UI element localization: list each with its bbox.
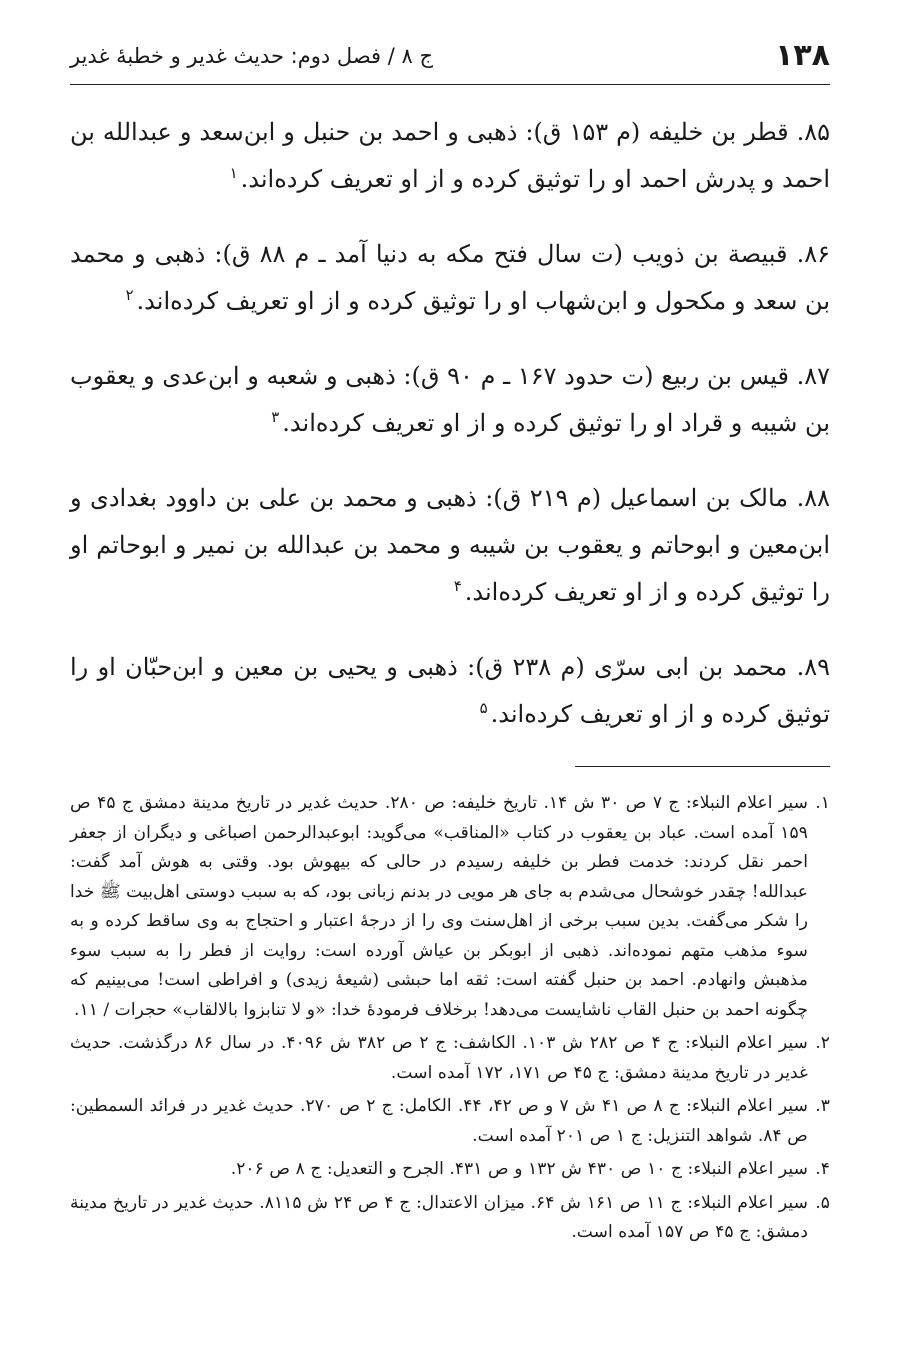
- entry-text: ۸۹. محمد بن ابی سرّی (م ۲۳۸ ق): ذهبی و یحیی بن معین و ابن‌حبّان او را توثیق کرده و از او تعریف کرده‌اند.: [70, 653, 830, 728]
- footnote-number: ۱.: [815, 793, 830, 813]
- footnote-5: [70, 1189, 830, 1248]
- entry-text: ۸۵. قطر بن خلیفه (م ۱۵۳ ق): ذهبی و احمد بن حنبل و ابن‌سعد و عبدالله بن احمد و پدرش احمد او را توثیق کرده و از او تعریف کرده‌اند.: [70, 118, 830, 193]
- narrator-entries: [70, 109, 830, 738]
- footnotes: [70, 789, 830, 1248]
- entry-85: [70, 109, 830, 203]
- footnote-number: ۳.: [815, 1096, 830, 1116]
- footnote-2: [70, 1029, 830, 1088]
- footnote-1: [70, 789, 830, 1025]
- book-page: [70, 30, 830, 1350]
- footnote-text: سیر اعلام النبلاء: ج ۸ ص ۴۱ ش ۷ و ص ۴۲، ۴۴. الکامل: ج ۲ ص ۲۷۰. حدیث غدیر در فرائد السمطین: ص ۸۴. شواهد التنزیل: ج ۱ ص ۲۰۱ آمده است.: [70, 1096, 808, 1146]
- page-number: ۱۳۸: [775, 38, 830, 73]
- footnote-number: ۵.: [815, 1192, 830, 1213]
- footnote-text: سیر اعلام النبلاء: ج ۱۰ ص ۴۳۰ ش ۱۳۲ و ص ۴۳۱. الجرح و التعدیل: ج ۸ ص ۲۰۶.: [230, 1159, 808, 1179]
- page-header: [70, 30, 830, 85]
- entry-87: [70, 353, 830, 447]
- entry-89: [70, 644, 830, 738]
- footnote-ref[interactable]: ۲: [125, 286, 134, 304]
- footnote-ref[interactable]: ۴: [453, 577, 462, 595]
- footnote-divider: [575, 766, 830, 767]
- footnote-text: سیر اعلام النبلاء: ج ۴ ص ۲۸۲ ش ۱۰۳. الکاشف: ج ۲ ص ۳۸۲ ش ۴۰۹۶. در سال ۸۶ درگذشت. حدیث غدیر در تاریخ مدینة دمشق: ج ۴۵ ص ۱۷۱، ۱۷۲ آمده است.: [70, 1033, 808, 1083]
- footnote-number: ۲.: [815, 1033, 830, 1053]
- entry-text: ۸۷. قیس بن ربیع (ت حدود ۱۶۷ ـ م ۹۰ ق): ذهبی و شعبه و ابن‌عدی و یعقوب بن شیبه و قراد او را توثیق کرده و از او تعریف کرده‌اند.: [70, 362, 831, 437]
- footnote-text: سیر اعلام النبلاء: ج ۱۱ ص ۱۶۱ ش ۶۴. میزان الاعتدال: ج ۴ ص ۲۴ ش ۸۱۱۵. حدیث غدیر در تاریخ مدینة دمشق: ج ۴۵ ص ۱۵۷ آمده است.: [70, 1192, 808, 1242]
- entry-text: ۸۸. مالک بن اسماعیل (م ۲۱۹ ق): ذهبی و محمد بن علی بن داوود بغدادی و ابن‌معین و ابوحاتم و یعقوب بن شیبه و محمد بن عبدالله بن نمیر و ابوحاتم او را توثیق کرده و از او تعریف کرده‌اند.: [70, 484, 830, 606]
- entry-text: ۸۶. قبیصة بن ذویب (ت سال فتح مکه به دنیا آمد ـ م ۸۸ ق): ذهبی و محمد بن سعد و مکحول و ابن‌شهاب او را توثیق کرده و از او تعریف کرده‌اند.: [70, 240, 830, 315]
- footnote-text: سیر اعلام النبلاء: ج ۷ ص ۳۰ ش ۱۴. تاریخ خلیفه: ص ۲۸۰. حدیث غدیر در تاریخ مدینة دمشق ج ۴۵ ص ۱۵۹ آمده است. عباد بن یعقوب در کتاب «المناقب» می‌گوید: ابوعبدالرحمن اصباغی و دیگران از جعفر احمر نقل کردند: خدمت فطر بن خلیفه رسیدم در حالی که بیهوش بود. وقتی به هوش آمد گفت: عبدالله! چقدر خوشحال می‌شدم به جای هر مویی در بدنم زبانی بود، که به سبب دوستی اهل‌بیت ﷺ خدا را شکر می‌گفت. بدین سبب برخی از اهل‌سنت وی را از درجهٔ اعتبار و احتجاج به وی ساقط کرده و به سوء مذهب متهم نموده‌اند. ذهبی از ابوبکر بن عیاش آورده است: روایت از فطر را به سبب سوء مذهبش وانهادم. احمد بن حنبل گفته است: ثقه اما حبشی (شیعهٔ زیدی) و افراطی است! می‌بینیم که چگونه احمد بن حنبل القاب ناشایست می‌دهد! برخلاف فرمودهٔ خدا: «و لا تنابزوا بالالقاب» حجرات / ۱۱.: [70, 793, 808, 1020]
- footnote-4: [70, 1155, 830, 1185]
- footnote-3: [70, 1092, 830, 1151]
- footnote-number: ۴.: [815, 1159, 830, 1179]
- footnote-ref[interactable]: ۱: [229, 164, 238, 182]
- running-title: ج ۸ / فصل دوم: حدیث غدیر و خطبهٔ غدیر: [70, 43, 434, 68]
- footnote-ref[interactable]: ۳: [271, 408, 280, 426]
- entry-88: [70, 475, 830, 616]
- entry-86: [70, 231, 830, 325]
- footnote-ref[interactable]: ۵: [479, 699, 488, 717]
